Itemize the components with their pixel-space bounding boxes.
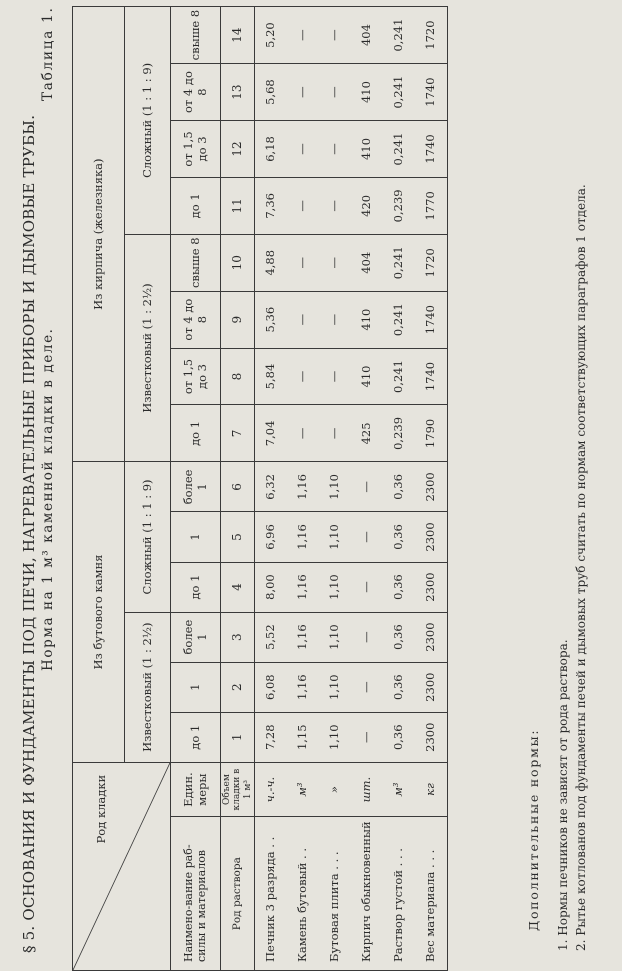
cell-value: 1,10 (319, 712, 351, 762)
column-number: 6 (221, 462, 255, 512)
row-unit: » (319, 762, 351, 817)
cell-value: 0,36 (383, 612, 415, 662)
sub-header: до 1 (171, 405, 221, 462)
cell-value: — (319, 121, 351, 178)
cell-value: 2300 (415, 512, 448, 562)
row-unit: м³ (287, 762, 319, 817)
cell-value: 1790 (415, 405, 448, 462)
column-number: 10 (221, 234, 255, 291)
name-header-label: Наимено-вание раб-силы и материалов (181, 844, 208, 962)
row-name: Бутовая плита . . . (319, 817, 351, 971)
sub-header: свыше 8 (171, 7, 221, 64)
cell-value: 6,96 (255, 512, 288, 562)
cell-value: 0,241 (383, 7, 415, 64)
table-row (287, 7, 319, 971)
rubble-stone-header: Из бутового камня (73, 462, 125, 762)
cell-value: 0,36 (383, 462, 415, 512)
cell-value: — (351, 562, 383, 612)
corner-diagonal (73, 763, 170, 970)
note-item: 1. Нормы печников не зависят от рода раствора. (556, 639, 570, 951)
cell-value: 4,88 (255, 234, 288, 291)
volume-label: Объем кладки в 1 м³ (221, 762, 255, 817)
cell-value: 0,241 (383, 64, 415, 121)
cell-value: — (351, 462, 383, 512)
notes-heading: Дополнительные нормы: (526, 728, 541, 931)
cell-value: 404 (351, 7, 383, 64)
table-row (415, 7, 448, 971)
norms-table (72, 6, 448, 971)
column-number: 2 (221, 662, 255, 712)
sub-header: более 1 (171, 612, 221, 662)
cell-value: 0,36 (383, 512, 415, 562)
name-header (171, 817, 221, 971)
cell-value: 0,239 (383, 405, 415, 462)
cell-value: 8,00 (255, 562, 288, 612)
table-label: Таблица 1. (40, 6, 56, 101)
cell-value: 1,10 (319, 512, 351, 562)
cell-value: 5,20 (255, 7, 288, 64)
brick-lime-header: Известковый (1 : 2½) (125, 234, 171, 462)
cell-value: 7,36 (255, 177, 288, 234)
cell-value: 1720 (415, 7, 448, 64)
sub-header: от 4 до 8 (171, 64, 221, 121)
cell-value: 2300 (415, 612, 448, 662)
cell-value: 0,241 (383, 291, 415, 348)
sub-header: от 1,5 до 3 (171, 348, 221, 405)
cell-value: — (287, 64, 319, 121)
cell-value: 420 (351, 177, 383, 234)
cell-value: 5,84 (255, 348, 288, 405)
cell-value: 6,32 (255, 462, 288, 512)
cell-value: — (319, 405, 351, 462)
cell-value: 1,16 (287, 512, 319, 562)
column-number: 5 (221, 512, 255, 562)
row-name: Кирпич обыкновенный (351, 817, 383, 971)
cell-value: 2300 (415, 662, 448, 712)
cell-value: 0,241 (383, 234, 415, 291)
cell-value: 2300 (415, 562, 448, 612)
cell-value: — (287, 348, 319, 405)
cell-value: 410 (351, 121, 383, 178)
row-unit: ч.-ч. (255, 762, 288, 817)
cell-value: — (287, 177, 319, 234)
row-unit: м³ (383, 762, 415, 817)
section-title: § 5. ОСНОВАНИЯ И ФУНДАМЕНТЫ ПОД ПЕЧИ, НАГРЕВАТЕЛЬНЫЕ ПРИБОРЫ И ДЫМОВЫЕ ТРУБЫ. (20, 114, 38, 953)
sub-header: от 4 до 8 (171, 291, 221, 348)
rubble-lime-header: Известковый (1 : 2½) (125, 612, 171, 762)
cell-value: 410 (351, 64, 383, 121)
cell-value: 1740 (415, 121, 448, 178)
cell-value: — (319, 348, 351, 405)
cell-value: — (351, 712, 383, 762)
cell-value: — (287, 121, 319, 178)
cell-value: 1,15 (287, 712, 319, 762)
cell-value: 0,36 (383, 712, 415, 762)
column-number: 11 (221, 177, 255, 234)
cell-value: 1770 (415, 177, 448, 234)
cell-value: — (287, 234, 319, 291)
column-number: 12 (221, 121, 255, 178)
cell-value: 1,16 (287, 462, 319, 512)
table-row (255, 7, 288, 971)
cell-value: 2300 (415, 712, 448, 762)
table-row (351, 7, 383, 971)
row-name: Раствор густой . . . (383, 817, 415, 971)
sub-header: до 1 (171, 562, 221, 612)
sub-header: 1 (171, 512, 221, 562)
table-row (319, 7, 351, 971)
cell-value: 5,68 (255, 64, 288, 121)
cell-value: — (351, 662, 383, 712)
cell-value: 1,16 (287, 662, 319, 712)
cell-value: — (319, 177, 351, 234)
cell-value: 0,239 (383, 177, 415, 234)
column-number: 14 (221, 7, 255, 64)
cell-value: — (287, 291, 319, 348)
table-subtitle: Норма на 1 м³ каменной кладки в деле. (40, 327, 56, 671)
cell-value: — (351, 612, 383, 662)
cell-value: 1720 (415, 234, 448, 291)
column-number-row (221, 7, 255, 971)
column-number: 7 (221, 405, 255, 462)
column-number: 1 (221, 712, 255, 762)
row-unit: кг (415, 762, 448, 817)
cell-value: 1,16 (287, 612, 319, 662)
cell-value: 2300 (415, 462, 448, 512)
cell-value: 1740 (415, 291, 448, 348)
cell-value: 410 (351, 348, 383, 405)
sub-header: от 1,5 до 3 (171, 121, 221, 178)
mortar-type-label: Род раствора (221, 817, 255, 971)
cell-value: — (287, 405, 319, 462)
brick-header: Из кирпича (железняка) (73, 7, 125, 462)
column-number: 3 (221, 612, 255, 662)
cell-value: 5,52 (255, 612, 288, 662)
cell-value: 7,04 (255, 405, 288, 462)
column-number: 8 (221, 348, 255, 405)
rubble-complex-header: Сложный (1 : 1 : 9) (125, 462, 171, 612)
cell-value: — (319, 234, 351, 291)
cell-value: 1,10 (319, 462, 351, 512)
cell-value: 1740 (415, 348, 448, 405)
cell-value: — (287, 7, 319, 64)
column-number: 9 (221, 291, 255, 348)
sub-header: более 1 (171, 462, 221, 512)
sub-header: до 1 (171, 712, 221, 762)
sub-header: 1 (171, 662, 221, 712)
sub-header: свыше 8 (171, 234, 221, 291)
cell-value: 6,08 (255, 662, 288, 712)
cell-value: 425 (351, 405, 383, 462)
corner-header (73, 762, 171, 970)
cell-value: 5,36 (255, 291, 288, 348)
unit-header: Един. меры (171, 762, 221, 817)
cell-value: 410 (351, 291, 383, 348)
brick-complex-header: Сложный (1 : 1 : 9) (125, 7, 171, 235)
cell-value: 404 (351, 234, 383, 291)
corner-top-label: Род кладки (94, 774, 108, 844)
cell-value: 1,10 (319, 662, 351, 712)
note-item: 2. Рытье котлованов под фундаменты печей и дымовых труб считать по нормам соответствующих параграфов 1 отдела. (574, 184, 588, 951)
row-unit: шт. (351, 762, 383, 817)
row-name: Камень бутовый . . (287, 817, 319, 971)
row-name: Вес материала . . . (415, 817, 448, 971)
cell-value: — (319, 7, 351, 64)
cell-value: 6,18 (255, 121, 288, 178)
cell-value: 0,241 (383, 348, 415, 405)
cell-value: — (319, 64, 351, 121)
column-number: 13 (221, 64, 255, 121)
cell-value: 1740 (415, 64, 448, 121)
cell-value: — (351, 512, 383, 562)
cell-value: 1,10 (319, 612, 351, 662)
row-name: Печник 3 разряда . . (255, 817, 288, 971)
cell-value: 1,10 (319, 562, 351, 612)
cell-value: 0,36 (383, 662, 415, 712)
column-number: 4 (221, 562, 255, 612)
cell-value: 7,28 (255, 712, 288, 762)
cell-value: 0,241 (383, 121, 415, 178)
table-row (383, 7, 415, 971)
cell-value: 1,16 (287, 562, 319, 612)
sub-header: до 1 (171, 177, 221, 234)
cell-value: 0,36 (383, 562, 415, 612)
cell-value: — (319, 291, 351, 348)
